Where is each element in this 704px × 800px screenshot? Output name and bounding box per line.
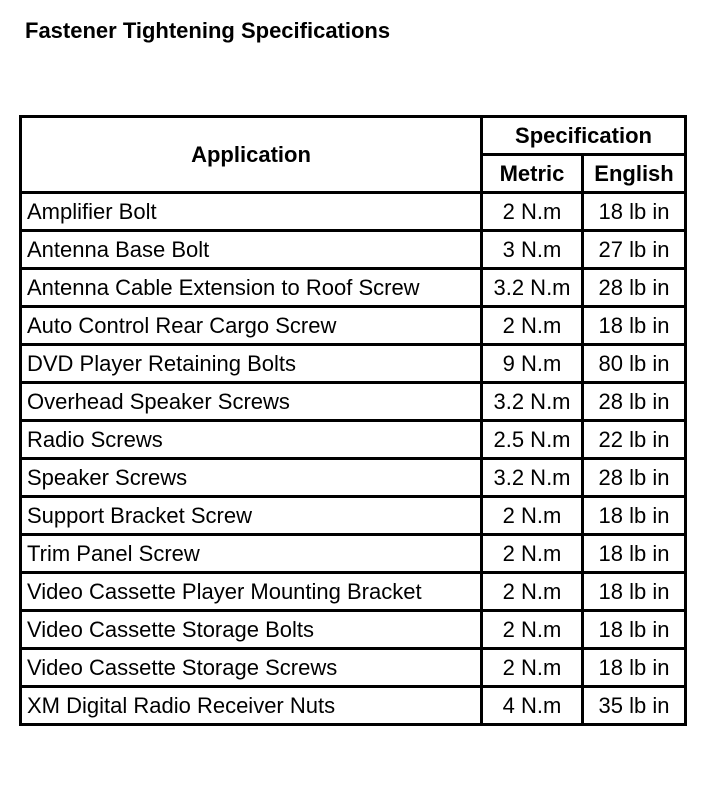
application-cell: Overhead Speaker Screws: [21, 383, 482, 421]
application-cell: XM Digital Radio Receiver Nuts: [21, 687, 482, 725]
english-cell: 18 lb in: [583, 611, 686, 649]
table-header: [21, 117, 686, 193]
application-cell: Trim Panel Screw: [21, 535, 482, 573]
metric-cell: 2 N.m: [482, 193, 583, 231]
english-cell: 18 lb in: [583, 649, 686, 687]
application-cell: Amplifier Bolt: [21, 193, 482, 231]
fastener-spec-table: [19, 115, 687, 726]
table-row: [21, 421, 686, 459]
english-cell: 18 lb in: [583, 307, 686, 345]
metric-cell: 9 N.m: [482, 345, 583, 383]
metric-cell: 2 N.m: [482, 307, 583, 345]
english-cell: 28 lb in: [583, 269, 686, 307]
metric-cell: 2 N.m: [482, 649, 583, 687]
header-english: English: [583, 155, 686, 193]
metric-cell: 3.2 N.m: [482, 459, 583, 497]
application-cell: Radio Screws: [21, 421, 482, 459]
table-row: [21, 535, 686, 573]
metric-cell: 2 N.m: [482, 535, 583, 573]
application-cell: Antenna Base Bolt: [21, 231, 482, 269]
application-cell: Video Cassette Storage Screws: [21, 649, 482, 687]
table-row: [21, 193, 686, 231]
application-cell: Video Cassette Storage Bolts: [21, 611, 482, 649]
application-cell: Video Cassette Player Mounting Bracket: [21, 573, 482, 611]
header-application: Application: [21, 117, 482, 193]
table-body: [21, 193, 686, 725]
table-row: [21, 345, 686, 383]
metric-cell: 2 N.m: [482, 573, 583, 611]
metric-cell: 2 N.m: [482, 497, 583, 535]
table-row: [21, 687, 686, 725]
application-cell: Support Bracket Screw: [21, 497, 482, 535]
english-cell: 28 lb in: [583, 459, 686, 497]
header-metric: Metric: [482, 155, 583, 193]
english-cell: 22 lb in: [583, 421, 686, 459]
metric-cell: 3 N.m: [482, 231, 583, 269]
english-cell: 27 lb in: [583, 231, 686, 269]
application-cell: Antenna Cable Extension to Roof Screw: [21, 269, 482, 307]
english-cell: 18 lb in: [583, 497, 686, 535]
table-row: [21, 497, 686, 535]
header-specification: Specification: [482, 117, 686, 155]
metric-cell: 2 N.m: [482, 611, 583, 649]
application-cell: Auto Control Rear Cargo Screw: [21, 307, 482, 345]
table-row: [21, 383, 686, 421]
table-row: [21, 231, 686, 269]
metric-cell: 3.2 N.m: [482, 269, 583, 307]
metric-cell: 3.2 N.m: [482, 383, 583, 421]
application-cell: DVD Player Retaining Bolts: [21, 345, 482, 383]
table-row: [21, 269, 686, 307]
application-cell: Speaker Screws: [21, 459, 482, 497]
metric-cell: 2.5 N.m: [482, 421, 583, 459]
page-title: Fastener Tightening Specifications: [25, 18, 391, 43]
english-cell: 28 lb in: [583, 383, 686, 421]
english-cell: 18 lb in: [583, 573, 686, 611]
table-row: [21, 649, 686, 687]
english-cell: 18 lb in: [583, 535, 686, 573]
english-cell: 35 lb in: [583, 687, 686, 725]
table-row: [21, 611, 686, 649]
table-row: [21, 573, 686, 611]
table-row: [21, 307, 686, 345]
english-cell: 80 lb in: [583, 345, 686, 383]
table-row: [21, 459, 686, 497]
english-cell: 18 lb in: [583, 193, 686, 231]
metric-cell: 4 N.m: [482, 687, 583, 725]
